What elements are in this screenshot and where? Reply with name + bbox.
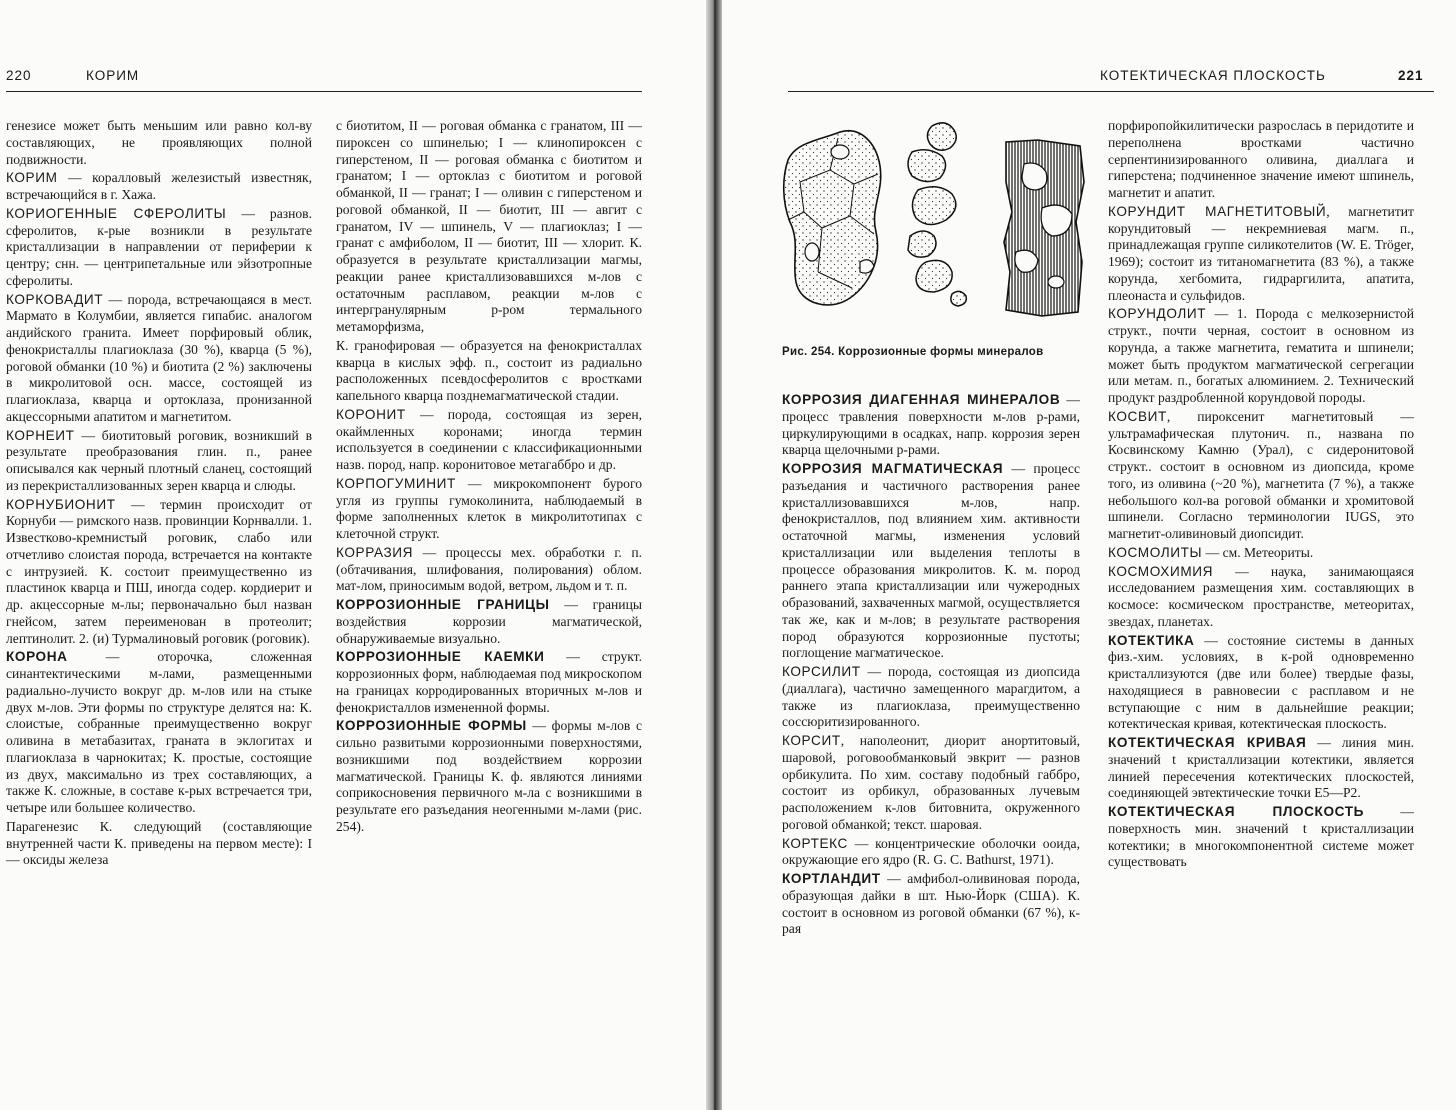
entry-korundit-magnetitovyi: КОРУНДИТ МАГНЕТИТОВЫЙ, магнетитит корундитовый — некремниевая магм. п., принадлежащая группе силикотелитов (W. E. Tröger, 1969); состоит из титаномагнетита (83 %), а также корунда, хегбомита, гидраргилита, апатита, плеонаста и сульфидов. (1108, 203, 1414, 303)
left-page-column-2 (336, 118, 642, 838)
entry-kotekticheskaya-ploskost: КОТЕКТИЧЕСКАЯ ПЛОСКОСТЬ — поверхность мин. значений t кристаллизации котектики; в многокомпонентной системе может существовать (1108, 804, 1414, 870)
entry-korona: КОРОНА — оторочка, сложенная синантектическими м-лами, размещенными радиально-лучисто вокруг др. м-лов или на стыке двух м-лов. Эти формы по структуре делятся на: К. слоистые, собранные преимущественно вокруг оливина в метабазитах, граната в эклогитах и плагиоклаза в чарнокитах; К. простые, состоящие из двух, максимально из трех составляющих, а также К. сложные, в составе к-рых встречается три, четыре или большее количество. (6, 649, 312, 815)
page-number-right: 221 (1398, 68, 1424, 83)
entry-kosmokhimiya: КОСМОХИМИЯ — наука, занимающаяся исследованием размещения хим. составляющих в космосе: космическом пространстве, метеоритах, звездах, планетах. (1108, 563, 1414, 629)
entry-korim: КОРИМ — коралловый железистый известняк, встречающийся в г. Хажа. (6, 170, 312, 202)
figure-grain-2 (908, 123, 966, 306)
entry-korrozionnye-formy: КОРРОЗИОННЫЕ ФОРМЫ — формы м-лов с сильно развитыми коррозионными поверхностями, возникшими под воздействием коррозии магматической. Границы К. ф. являются линиями соприкосновения первичного м-ла с возникшими в результате его разъедания неогенными м-лами (рис. 254). (336, 718, 642, 834)
figure-caption: Рис. 254. Коррозионные формы минералов (782, 346, 1044, 358)
entry-korteks: КОРТЕКС — концентрические оболочки ооида, окружающие его ядро (R. G. C. Bathurst, 1971). (782, 835, 1080, 868)
entry-kornubionit: КОРНУБИОНИТ — термин происходит от Корнуби — римского назв. провинции Корнвалли. 1. Известково-кремнистый роговик, слабо или отчетливо слоистая порода, встречается на контакте с интрузией. К. состоит преимущественно из пластинок кварца и ПШ, иногда содер. кордиерит и др. акцессорные м-лы; первоначально был назван гнейсом, затем переименован в протеолит; лептинолит. 2. (и) Турмалиновый роговик (роговик). (6, 496, 312, 646)
corrosion-forms-figure (780, 112, 1090, 334)
entry-korkovadit: КОРКОВАДИТ — порода, встречающаяся в мест. Мармато в Колумбии, является гипабис. аналогом андийского гранита. Имеет порфировый облик, фенокристаллы плагиоклаза (30 %), кварца (5 %), роговой обманки (10 %) и биотита (2 %) заключены в микролитовой осн. массе, состоящей из плагиоклаза, кварца и ортоклаза, пронизанной акцессорными апатитом и магнетитом. (6, 291, 312, 424)
page-number-left: 220 (6, 68, 32, 83)
right-page (722, 0, 1456, 1110)
entry-kotekticheskaya-krivaya: КОТЕКТИЧЕСКАЯ КРИВАЯ — линия мин. значений t кристаллизации котектики, является линией пересечения котектических плоскостей, соединяющей эвтектические точки E5—P2. (1108, 735, 1414, 801)
entry-korrozionnye-kaemki: КОРРОЗИОННЫЕ КАЕМКИ — структ. коррозионных форм, наблюдаемая под микроскопом на границах корродированных вторичных м-лов и фенокристаллов измененной формы. (336, 649, 642, 715)
entry-paragraph: генезисе может быть меньшим или равно кол-ву составляющих, не проявляющих полной подвижности. (6, 118, 312, 167)
figure-grain-1 (784, 131, 881, 305)
entry-korroziya-magmaticheskaya: КОРРОЗИЯ МАГМАТИЧЕСКАЯ — процесс разъедания и частичного растворения ранее кристаллизовавшихся м-лов, напр. фенокристаллов, под влиянием хим. активности остаточной магмы, изменения условий кристаллизации или выделения теплоты в процессе образования микролитов. К. м. пород раннего этапа кристаллизации или чужеродных образований, захваченных магмой, осуществляется так же, как и м-лов; в результате растворения пород образуются коррозионные пустоты; поглощение магматическое. (782, 461, 1080, 661)
entry-paragraph: с биотитом, II — роговая обманка с гранатом, III — пироксен со шпинелью; I — клинопироксен с гиперстеном, II — роговая обманка с биотитом и гранатом; I — ортоклаз с биотитом и роговой обманкой, II — гранат; I — оливин с гиперстеном и роговой обманкой, II — биотит, III — авгит с гранатом, IV — шпинель, V — плагиоклаз; I — гранат с амфиболом, II — биотит, III — хлорит. К. образуется в результате кристаллизации магмы, реакции ранее кристаллизовавшихся м-лов с остаточным расплавом, реакции м-лов с интергранулярным р-ром термального метаморфизма, (336, 118, 642, 334)
entry-korsit: КОРСИТ, наполеонит, диорит анортитовый, шаровой, роговообманковый эвкрит — разнов орбикулита. По хим. составу подобный габбро, состоит из орбикул, образованных лучевым расположением к-лов битовнита, окруженного роговой обманкой; текст. шаровая. (782, 733, 1080, 832)
entry-koronit: КОРОНИТ — порода, состоящая из зерен, окаймленных коронами; иногда термин используется в соединении с классификационными назв. пород, напр. коронитовое метагаббро и др. (336, 406, 642, 472)
entry-korrozionnye-granitsy: КОРРОЗИОННЫЕ ГРАНИЦЫ — границы воздействия коррозии магматической, обнаруживаемые визуально. (336, 597, 642, 646)
entry-kortlandit: КОРТЛАНДИТ — амфибол-оливиновая порода, образующая дайки в шт. Нью-Йорк (США). К. состоит в основном из роговой обманки (67 %), к-рая (782, 871, 1080, 937)
running-head-left: КОРИМ (86, 68, 140, 83)
right-page-column-2 (1108, 118, 1414, 873)
book-gutter (706, 0, 722, 1110)
entry-korroziya-diagennaya: КОРРОЗИЯ ДИАГЕННАЯ МИНЕРАЛОВ — процесс травления поверхности м-лов р-рами, циркулирующими в осадках, напр. коррозия зерен кварца щелочными р-рами. (782, 392, 1080, 458)
left-page-column-1 (6, 118, 312, 871)
entry-koriogennye-sferolity: КОРИОГЕННЫЕ СФЕРОЛИТЫ — разнов. сферолитов, к-рые возникли в результате кристаллизации в направлении от периферии к центру; снн. — центрипетальные или эйзотропные сферолиты. (6, 205, 312, 288)
entry-korundolit: КОРУНДОЛИТ — 1. Порода с мелкозернистой структ., почти черная, состоит в основном из корунда, а также магнетита, гематита и шпинели; может быть продуктом магматической сегрегации или метам. п., богатых алюминием. 2. Технический продукт раздробленной корундовой породы. (1108, 306, 1414, 405)
entry-paragraph: К. гранофировая — образуется на фенокристаллах кварца в кислых эфф. п., состоит из радиально расположенных псевдосферолитов с вростками капельного кварца позднемагматической стадии. (336, 337, 642, 403)
header-rule-right (788, 91, 1434, 92)
header-rule-left (6, 91, 642, 92)
entry-kosvit: КОСВИТ, пироксенит магнетитовый — ультрамафическая плутонич. п., названа по Косвинскому Камню (Урал), с сидеронитовой структ.. состоит в основном из диопсида, кроме того, из оливина (~20 %), магнетита (7 %), а также небольшого кол-ва роговой обманки и хромитовой шпинели. Согласно терминологии IUGS, это магнетит-оливиновый диопсидит. (1108, 408, 1414, 541)
left-page (0, 0, 706, 1110)
right-page-column-1 (782, 392, 1080, 940)
entry-kosmolity: КОСМОЛИТЫ — см. Метеориты. (1108, 544, 1314, 560)
entry-korneit: КОРНЕИТ — биотитовый роговик, возникший в результате преобразования глин. п., ранее описывался как черный плотный сланец, состоящий из перекристаллизованных зерен кварца и слюды. (6, 427, 312, 493)
entry-korpoguminit: КОРПОГУМИНИТ — микрокомпонент бурого угля из группы гумоколинита, наблюдаемый в форме заполненных клеток в микролитотипах с клеточной структ. (336, 475, 642, 541)
figure-grain-3 (1004, 140, 1084, 316)
entry-korraziya: КОРРАЗИЯ — процессы мех. обработки г. п. (обтачивания, шлифования, полирования) облом. мат-лом, приносимым водой, ветром, льдом и т. п. (336, 544, 642, 594)
entry-paragraph: порфиропойкилитически разрослась в перидотите и переполнена вростками частично серпентинизированного оливина, диаллага и гиперстена; подчиненное значение имеют шпинель, магнетит и апатит. (1108, 118, 1414, 200)
entry-korsilit: КОРСИЛИТ — порода, состоящая из диопсида (диаллага), частично замещенного марагдитом, а также из плагиоклаза, преимущественно соссюритизированного. (782, 664, 1080, 730)
entry-kotektika: КОТЕКТИКА — состояние системы в данных физ.-хим. условиях, в к-рой одновременно кристаллизуются (две или более) твердые фазы, находящиеся в равновесии с расплавом и не вступающие с ним в дальнейшие реакции; котектическая кривая, котектическая плоскость. (1108, 632, 1414, 732)
running-head-right: КОТЕКТИЧЕСКАЯ ПЛОСКОСТЬ (1100, 68, 1326, 83)
entry-paragenesis: Парагенезис К. следующий (составляющие внутренней части К. приведены на первом месте): I — оксиды железа (6, 818, 312, 868)
